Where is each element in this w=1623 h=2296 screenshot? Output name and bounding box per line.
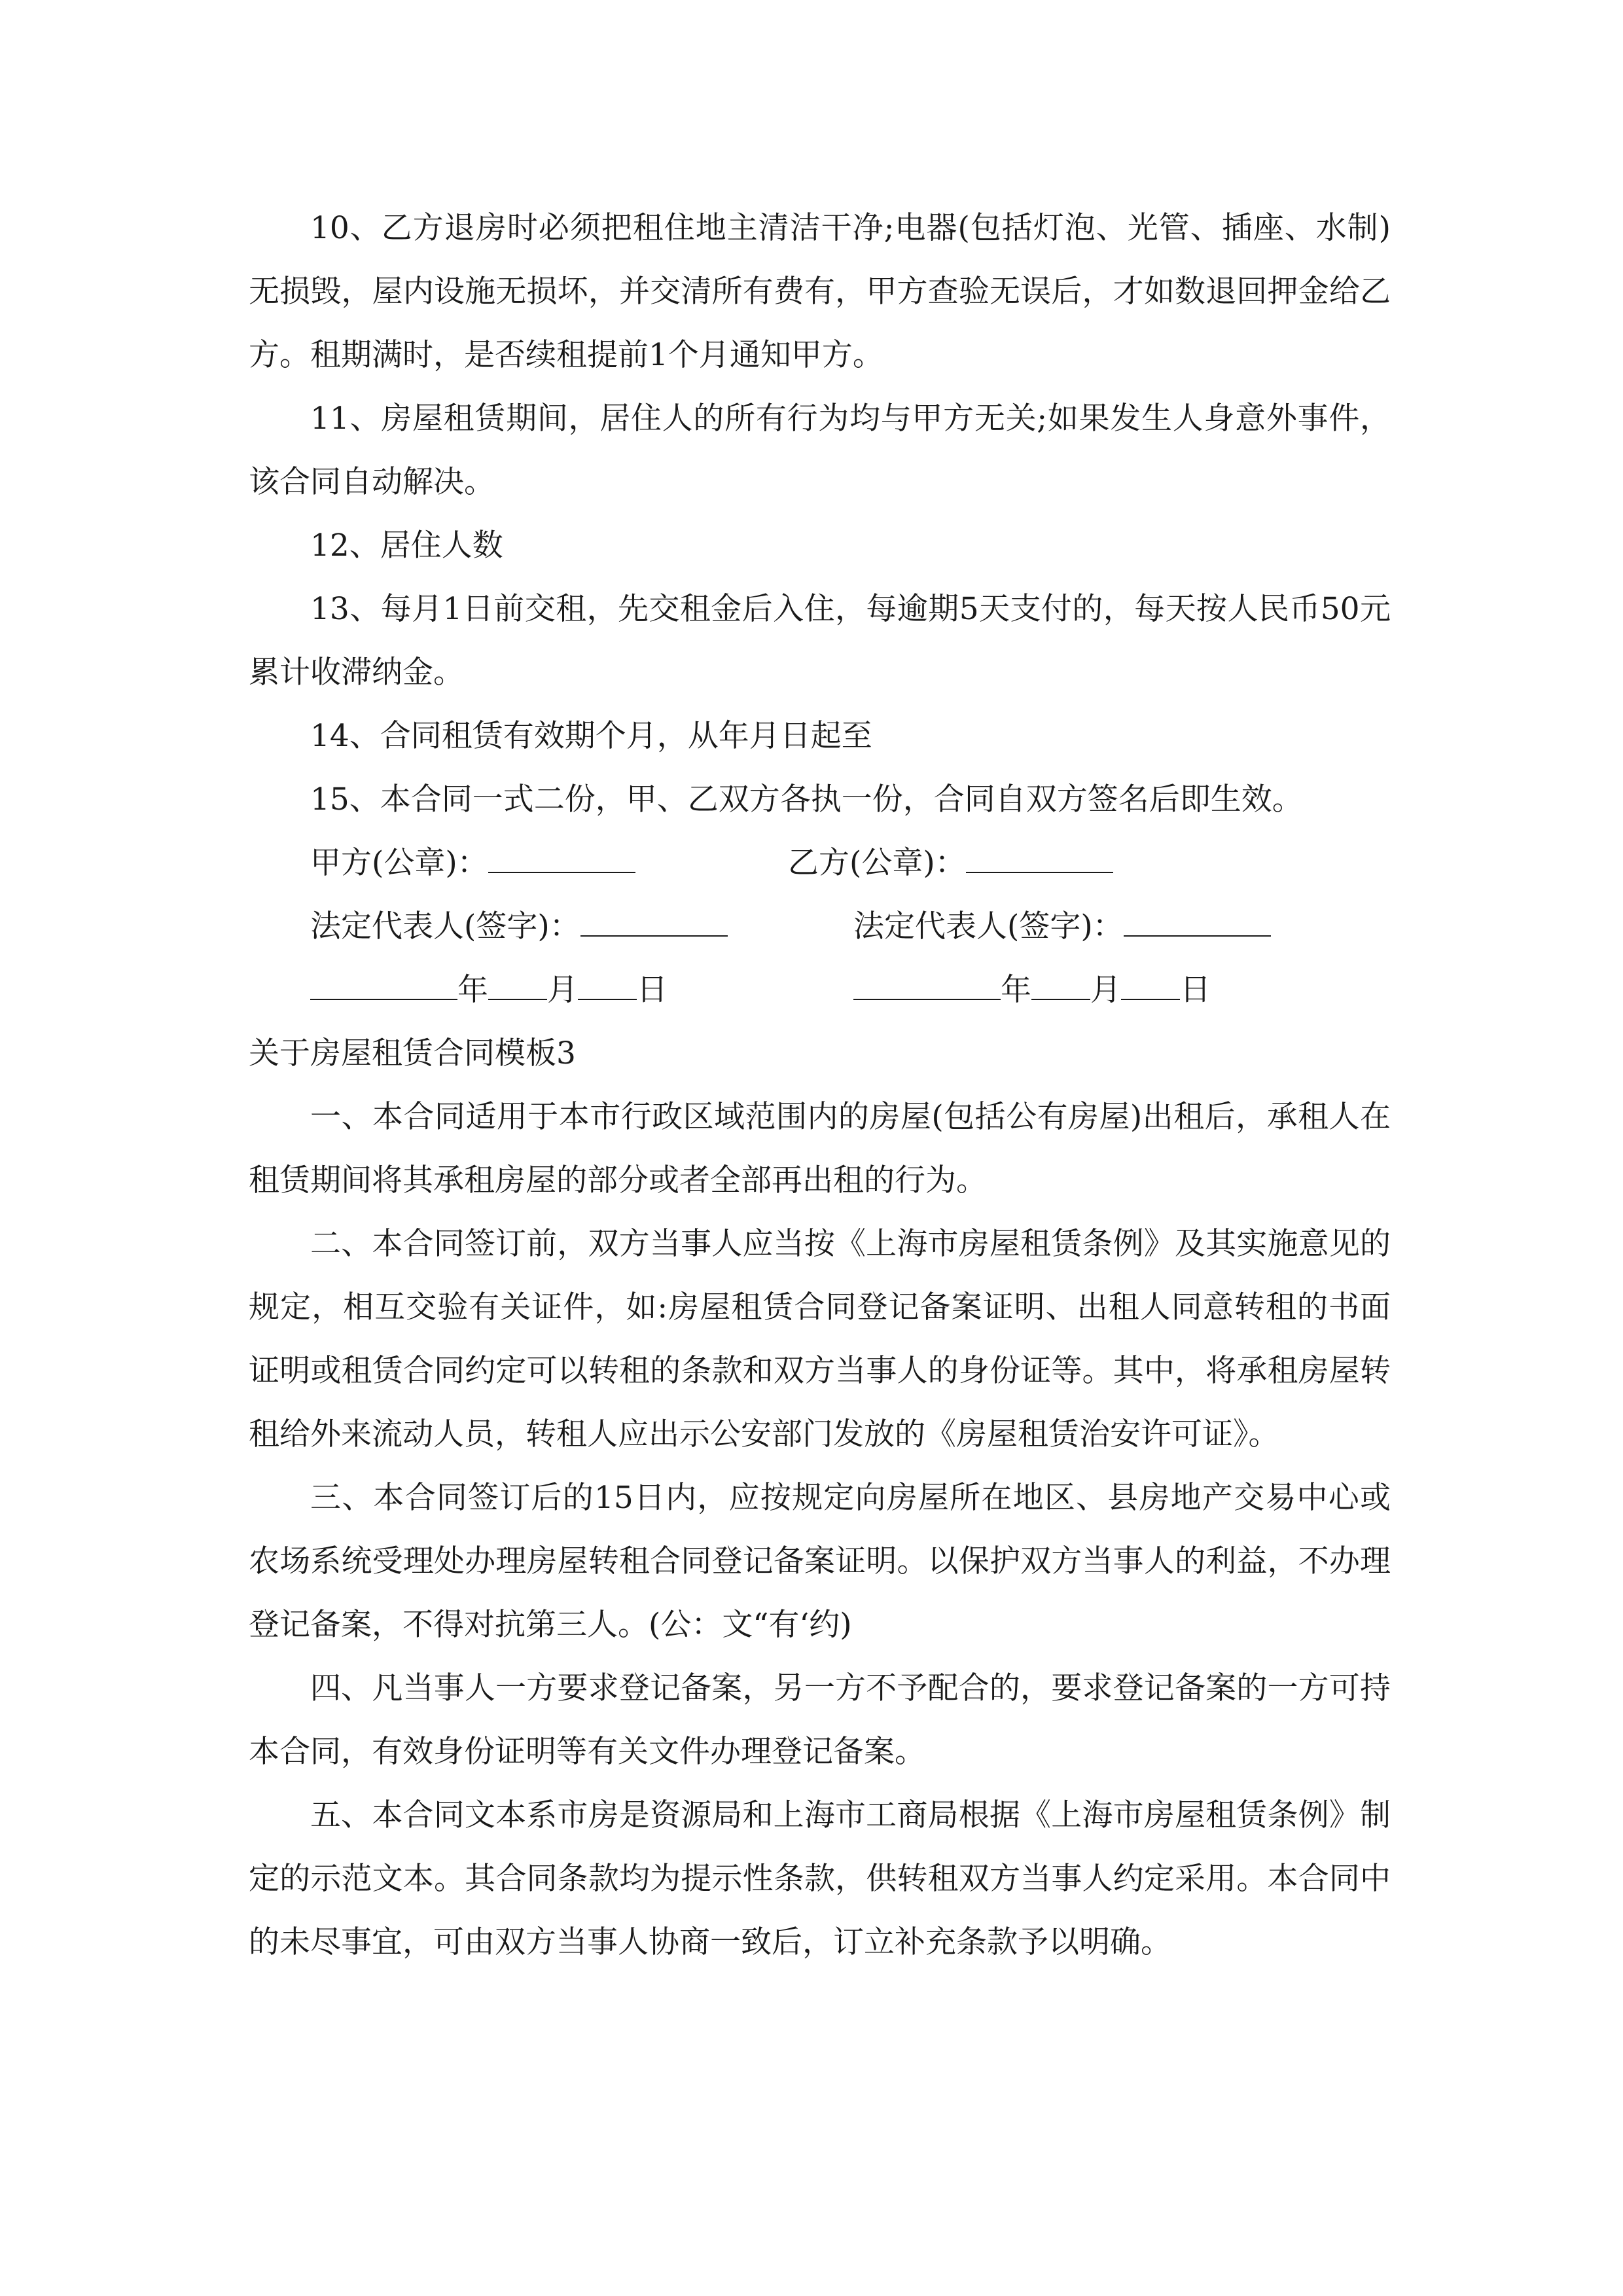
date-a-year-label: 年 [457, 972, 488, 1008]
date-b-year-label: 年 [1001, 972, 1031, 1008]
date-a [310, 958, 668, 1022]
legal-rep-b-label: 法定代表人(签字)： [853, 908, 1124, 944]
date-b [853, 958, 1211, 1022]
party-b-seal-blank [966, 848, 1113, 873]
date-b-month-label: 月 [1090, 972, 1121, 1008]
party-a-seal-label: 甲方(公章)： [310, 845, 488, 881]
legal-rep-a-label: 法定代表人(签字)： [310, 908, 580, 944]
legal-rep-row [249, 895, 1391, 958]
clause-10: 10、乙方退房时必须把租住地主清洁干净;电器(包括灯泡、光管、插座、水制)无损毁，屋内设施无损坏，并交清所有费有，甲方查验无误后，才如数退回押金给乙方。租期满时，是否续租提前1个月通知甲方。 [249, 210, 1391, 373]
article-5: 五、本合同文本系市房是资源局和上海市工商局根据《上海市房屋租赁条例》制定的示范文本。其合同条款均为提示性条款，供转租双方当事人约定采用。本合同中的未尽事宜，可由双方当事人协商一致后，订立补充条款予以明确。 [249, 1797, 1391, 1960]
legal-rep-b-blank [1124, 912, 1271, 937]
date-b-month-blank [1031, 975, 1090, 1000]
date-a-month-blank [488, 975, 547, 1000]
article-4: 四、凡当事人一方要求登记备案，另一方不予配合的，要求登记备案的一方可持本合同，有效身份证明等有关文件办理登记备案。 [249, 1670, 1391, 1770]
clause-15: 15、本合同一式二份，甲、乙双方各执一份，合同自双方签名后即生效。 [310, 781, 1303, 817]
party-b-seal [788, 831, 1113, 895]
date-b-day-blank [1121, 975, 1180, 1000]
article-1: 一、本合同适用于本市行政区域范围内的房屋(包括公有房屋)出租后，承租人在租赁期间将其承租房屋的部分或者全部再出租的行为。 [249, 1099, 1391, 1198]
clause-11: 11、房屋租赁期间，居住人的所有行为均与甲方无关;如果发生人身意外事件，该合同自动解决。 [249, 401, 1391, 500]
party-b-seal-label: 乙方(公章)： [788, 845, 966, 881]
date-a-year-blank [310, 975, 457, 1000]
legal-rep-a [310, 895, 728, 958]
party-a-seal [310, 831, 635, 895]
legal-rep-a-blank [580, 912, 728, 937]
clause-13: 13、每月1日前交租，先交租金后入住，每逾期5天支付的，每天按人民币50元累计收滞纳金。 [249, 591, 1391, 691]
legal-rep-b [853, 895, 1271, 958]
section-title: 关于房屋租赁合同模板3 [249, 1035, 576, 1071]
date-b-year-blank [853, 975, 1001, 1000]
clause-12: 12、居住人数 [310, 528, 503, 564]
date-a-month-label: 月 [547, 972, 578, 1008]
party-a-seal-blank [488, 848, 635, 873]
date-b-day-label: 日 [1180, 972, 1211, 1008]
date-row [249, 958, 1391, 1022]
article-2: 二、本合同签订前，双方当事人应当按《上海市房屋租赁条例》及其实施意见的规定，相互交验有关证件，如:房屋租赁合同登记备案证明、出租人同意转租的书面证明或租赁合同约定可以转租的条款和双方当事人的身份证等。其中，将承租房屋转租给外来流动人员，转租人应出示公安部门发放的《房屋租赁治安许可证》。 [249, 1226, 1391, 1452]
clause-14: 14、合同租赁有效期个月，从年月日起至 [310, 718, 872, 754]
article-3: 三、本合同签订后的15日内，应按规定向房屋所在地区、县房地产交易中心或农场系统受理处办理房屋转租合同登记备案证明。以保护双方当事人的利益，不办理登记备案，不得对抗第三人。(公：文“有‘约) [249, 1480, 1391, 1643]
document-body [249, 196, 1391, 1974]
seal-row [249, 831, 1391, 895]
date-a-day-label: 日 [637, 972, 668, 1008]
date-a-day-blank [578, 975, 637, 1000]
